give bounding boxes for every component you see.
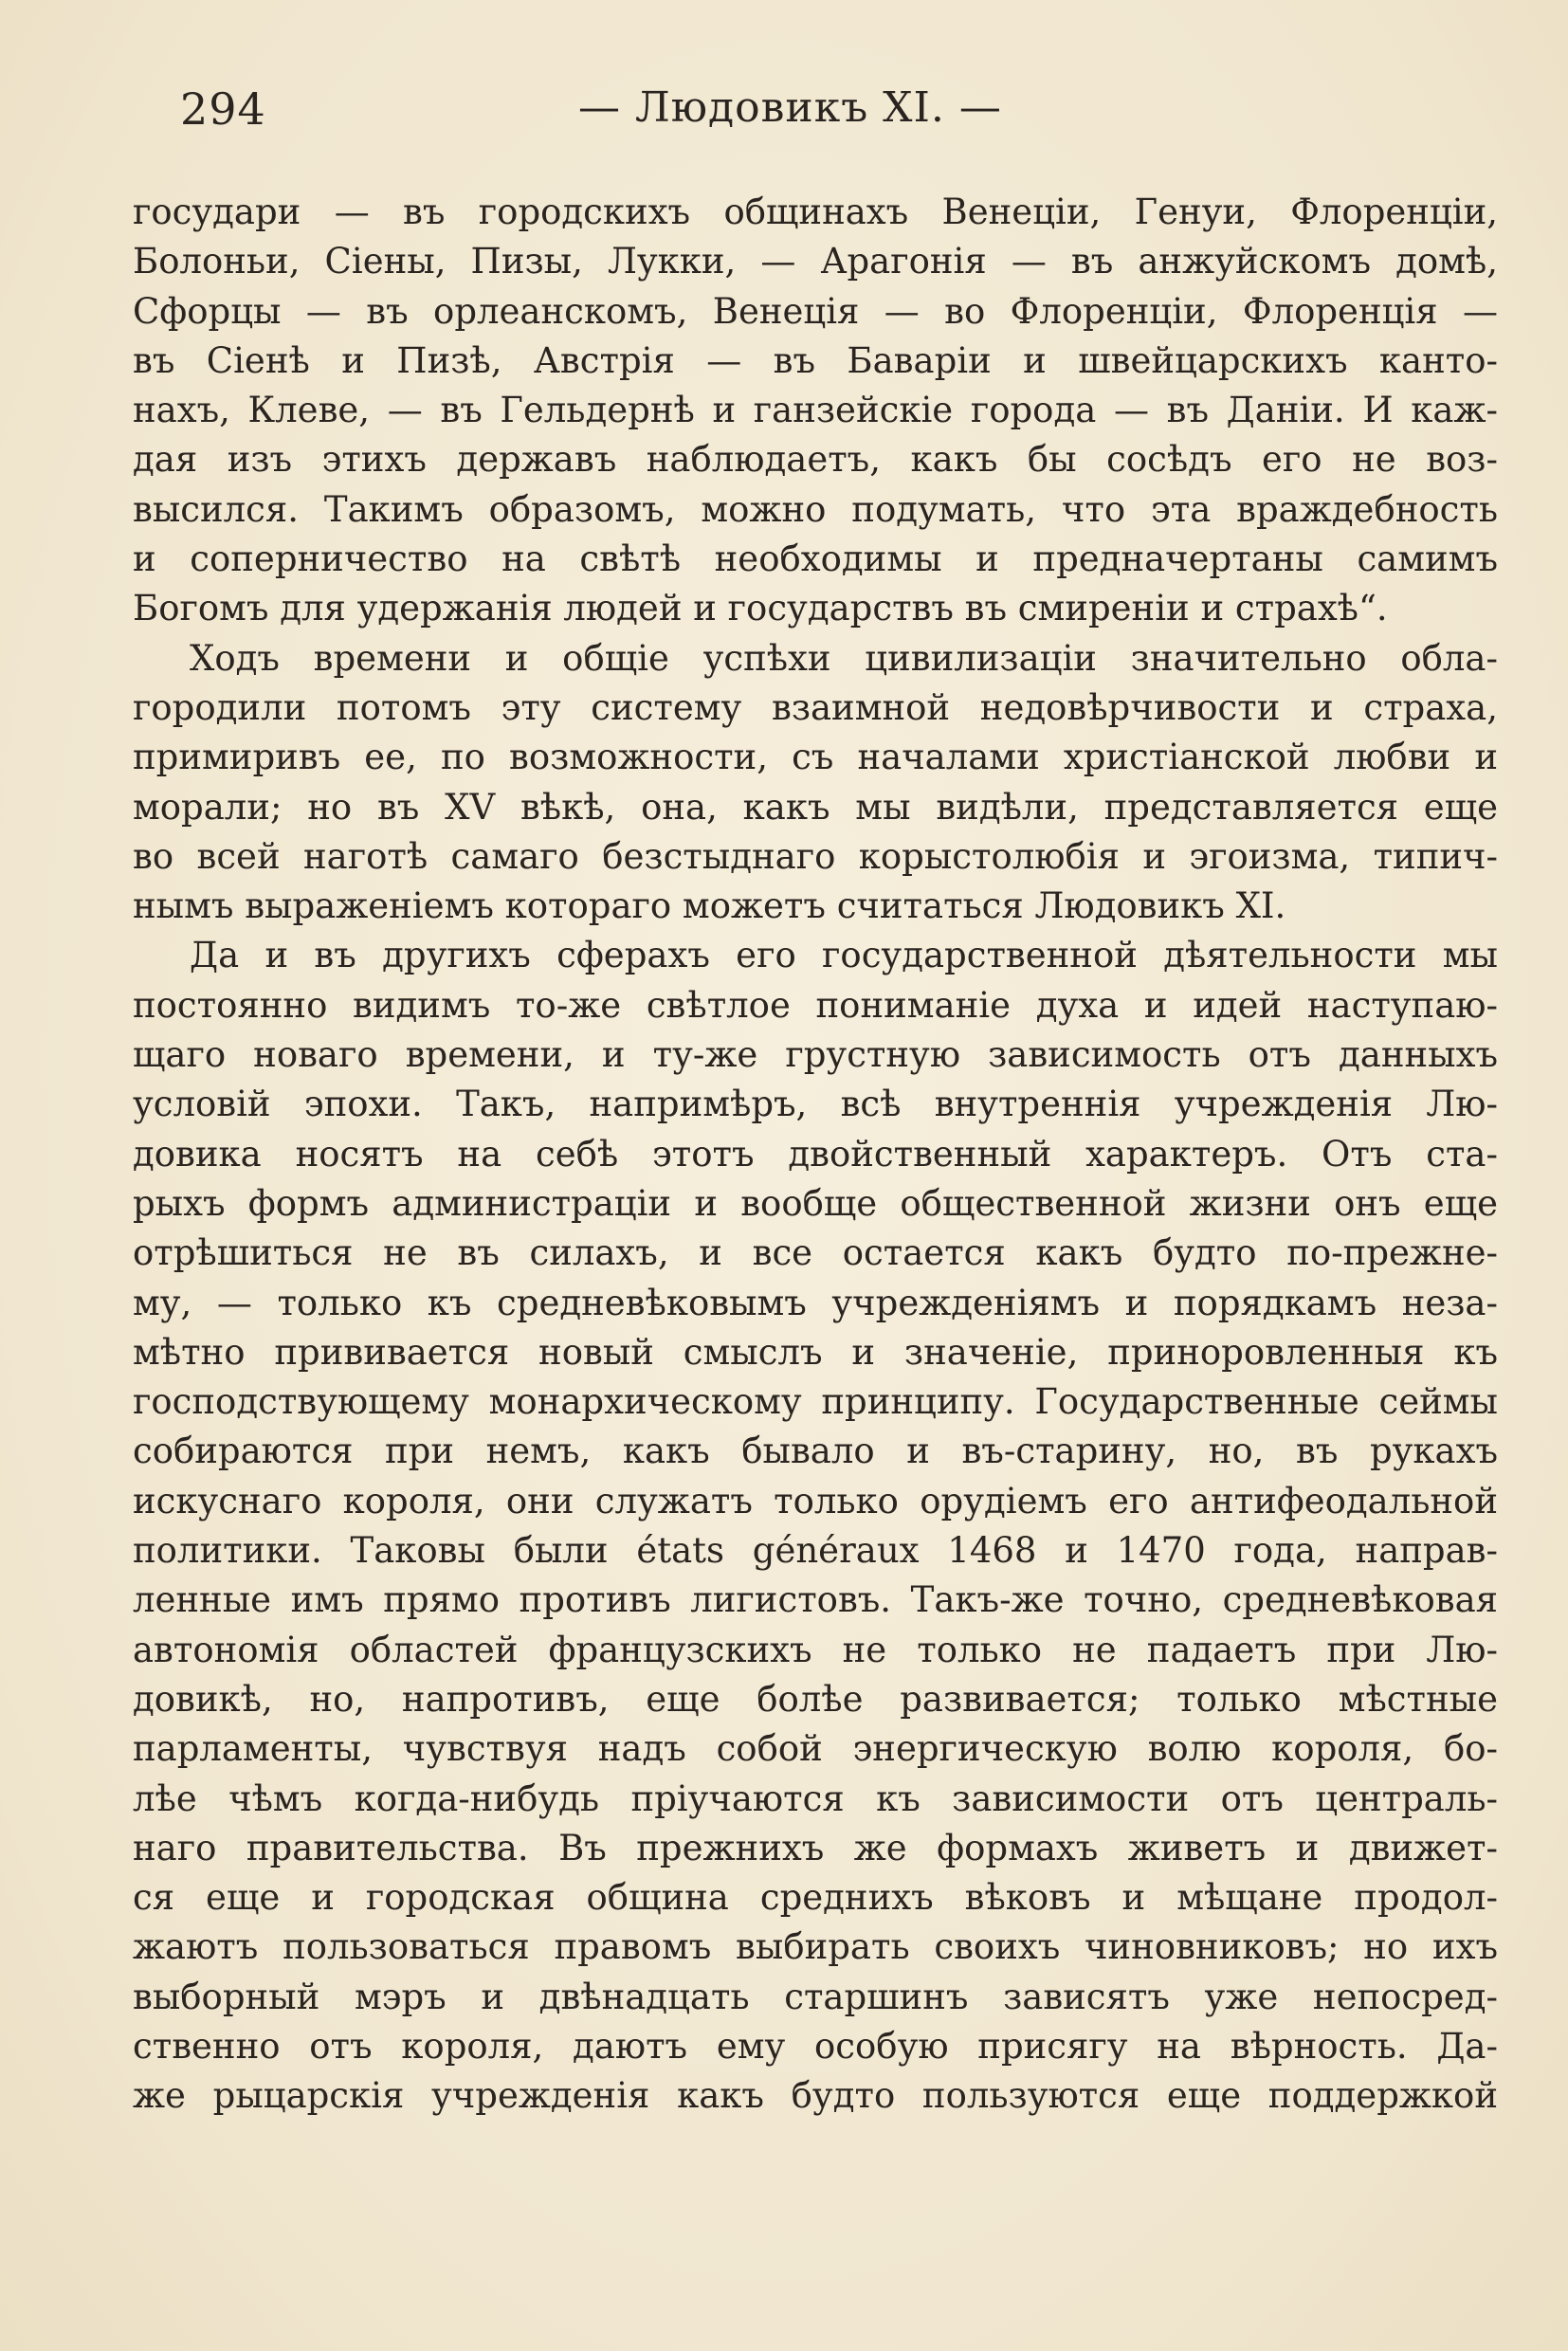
text-line: и соперничество на свѣтѣ необходимы и предначертаны самимъ	[133, 538, 1498, 580]
text-line: политики. Таковы были états généraux 1468 и 1470 года, направ-	[133, 1530, 1498, 1572]
text-line: морали; но въ XV вѣкѣ, она, какъ мы видѣли, представляется еще	[133, 786, 1498, 828]
text-line: условій эпохи. Такъ, напримѣръ, всѣ внутреннія учрежденія Лю-	[133, 1084, 1498, 1125]
text-line: Ходъ времени и общіе успѣхи цивилизаціи значительно обла-	[190, 637, 1498, 679]
text-line: постоянно видимъ то-же свѣтлое пониманіе духа и идей наступаю-	[133, 984, 1498, 1026]
text-line: ленные имъ прямо противъ лигистовъ. Такъ-же точно, средневѣковая	[133, 1579, 1498, 1621]
text-line: щаго новаго времени, и ту-же грустную зависимость отъ данныхъ	[133, 1034, 1498, 1076]
text-line: довикѣ, но, напротивъ, еще болѣе развивается; только мѣстные	[133, 1678, 1498, 1720]
text-line: государи — въ городскихъ общинахъ Венеціи, Генуи, Флоренціи,	[133, 191, 1498, 232]
text-line: Богомъ для удержанія людей и государствъ въ смиреніи и страхѣ“.	[133, 588, 1388, 629]
text-line: парламенты, чувствуя надъ собой энергическую волю короля, бо-	[133, 1728, 1498, 1770]
text-line: нахъ, Клеве, — въ Гельдернѣ и ганзейскіе города — въ Даніи. И каж-	[133, 390, 1498, 431]
text-line: выборный мэръ и двѣнадцать старшинъ зависятъ уже непосред-	[133, 1976, 1498, 2017]
text-line: наго правительства. Въ прежнихъ же формахъ живетъ и движет-	[133, 1827, 1498, 1868]
text-line: Да и въ другихъ сферахъ его государственной дѣятельности мы	[190, 935, 1498, 976]
text-line: мѣтно прививается новый смыслъ и значеніе, приноровленныя къ	[133, 1331, 1498, 1373]
page-number: 294	[180, 83, 266, 135]
text-line: му, — только къ средневѣковымъ учрежденіямъ и порядкамъ неза-	[133, 1282, 1498, 1323]
text-line: искуснаго короля, они служатъ только орудіемъ его антифеодальной	[133, 1480, 1498, 1522]
text-line: высился. Такимъ образомъ, можно подумать, что эта враждебность	[133, 488, 1498, 530]
text-line: рыхъ формъ администраціи и вообще общественной жизни онъ еще	[133, 1182, 1498, 1224]
running-title: — Людовикъ XI. —	[578, 83, 1002, 132]
page-header	[180, 83, 1337, 150]
body-text	[133, 188, 1498, 2122]
text-line: лѣе чѣмъ когда-нибудь пріучаются къ зависимости отъ централь-	[133, 1777, 1498, 1819]
text-line: автономія областей французскихъ не только не падаетъ при Лю-	[133, 1629, 1498, 1670]
text-line: отрѣшиться не въ силахъ, и все остается какъ будто по-прежне-	[133, 1232, 1498, 1274]
text-line: господствующему монархическому принципу. Государственные сеймы	[133, 1381, 1498, 1423]
text-line: довика носятъ на себѣ этотъ двойственный характеръ. Отъ ста-	[133, 1133, 1498, 1175]
text-line: во всей наготѣ самаго безстыднаго корыстолюбія и эгоизма, типич-	[133, 835, 1498, 877]
text-line: Болоньи, Сіены, Пизы, Лукки, — Арагонія — въ анжуйскомъ домѣ,	[133, 241, 1498, 282]
text-line: же рыцарскія учрежденія какъ будто пользуются еще поддержкой	[133, 2075, 1498, 2117]
text-line: дая изъ этихъ державъ наблюдаетъ, какъ бы сосѣдъ его не воз-	[133, 439, 1498, 481]
text-line: нымъ выраженіемъ котораго можетъ считаться Людовикъ XI.	[133, 885, 1286, 927]
text-line: Сфорцы — въ орлеанскомъ, Венеція — во Флоренціи, Флоренція —	[133, 290, 1498, 332]
text-line: ственно отъ короля, даютъ ему особую присягу на вѣрность. Да-	[133, 2025, 1498, 2067]
text-line: ся еще и городская община среднихъ вѣковъ и мѣщане продол-	[133, 1877, 1498, 1919]
text-line: собираются при немъ, какъ бывало и въ-старину, но, въ рукахъ	[133, 1431, 1498, 1472]
text-line: городили потомъ эту систему взаимной недовѣрчивости и страха,	[133, 686, 1498, 728]
text-line: въ Сіенѣ и Пизѣ, Австрія — въ Баваріи и швейцарскихъ канто-	[133, 339, 1498, 381]
text-line: жаютъ пользоваться правомъ выбирать своихъ чиновниковъ; но ихъ	[133, 1926, 1498, 1968]
text-line: примиривъ ее, по возможности, съ началами христіанской любви и	[133, 737, 1498, 778]
